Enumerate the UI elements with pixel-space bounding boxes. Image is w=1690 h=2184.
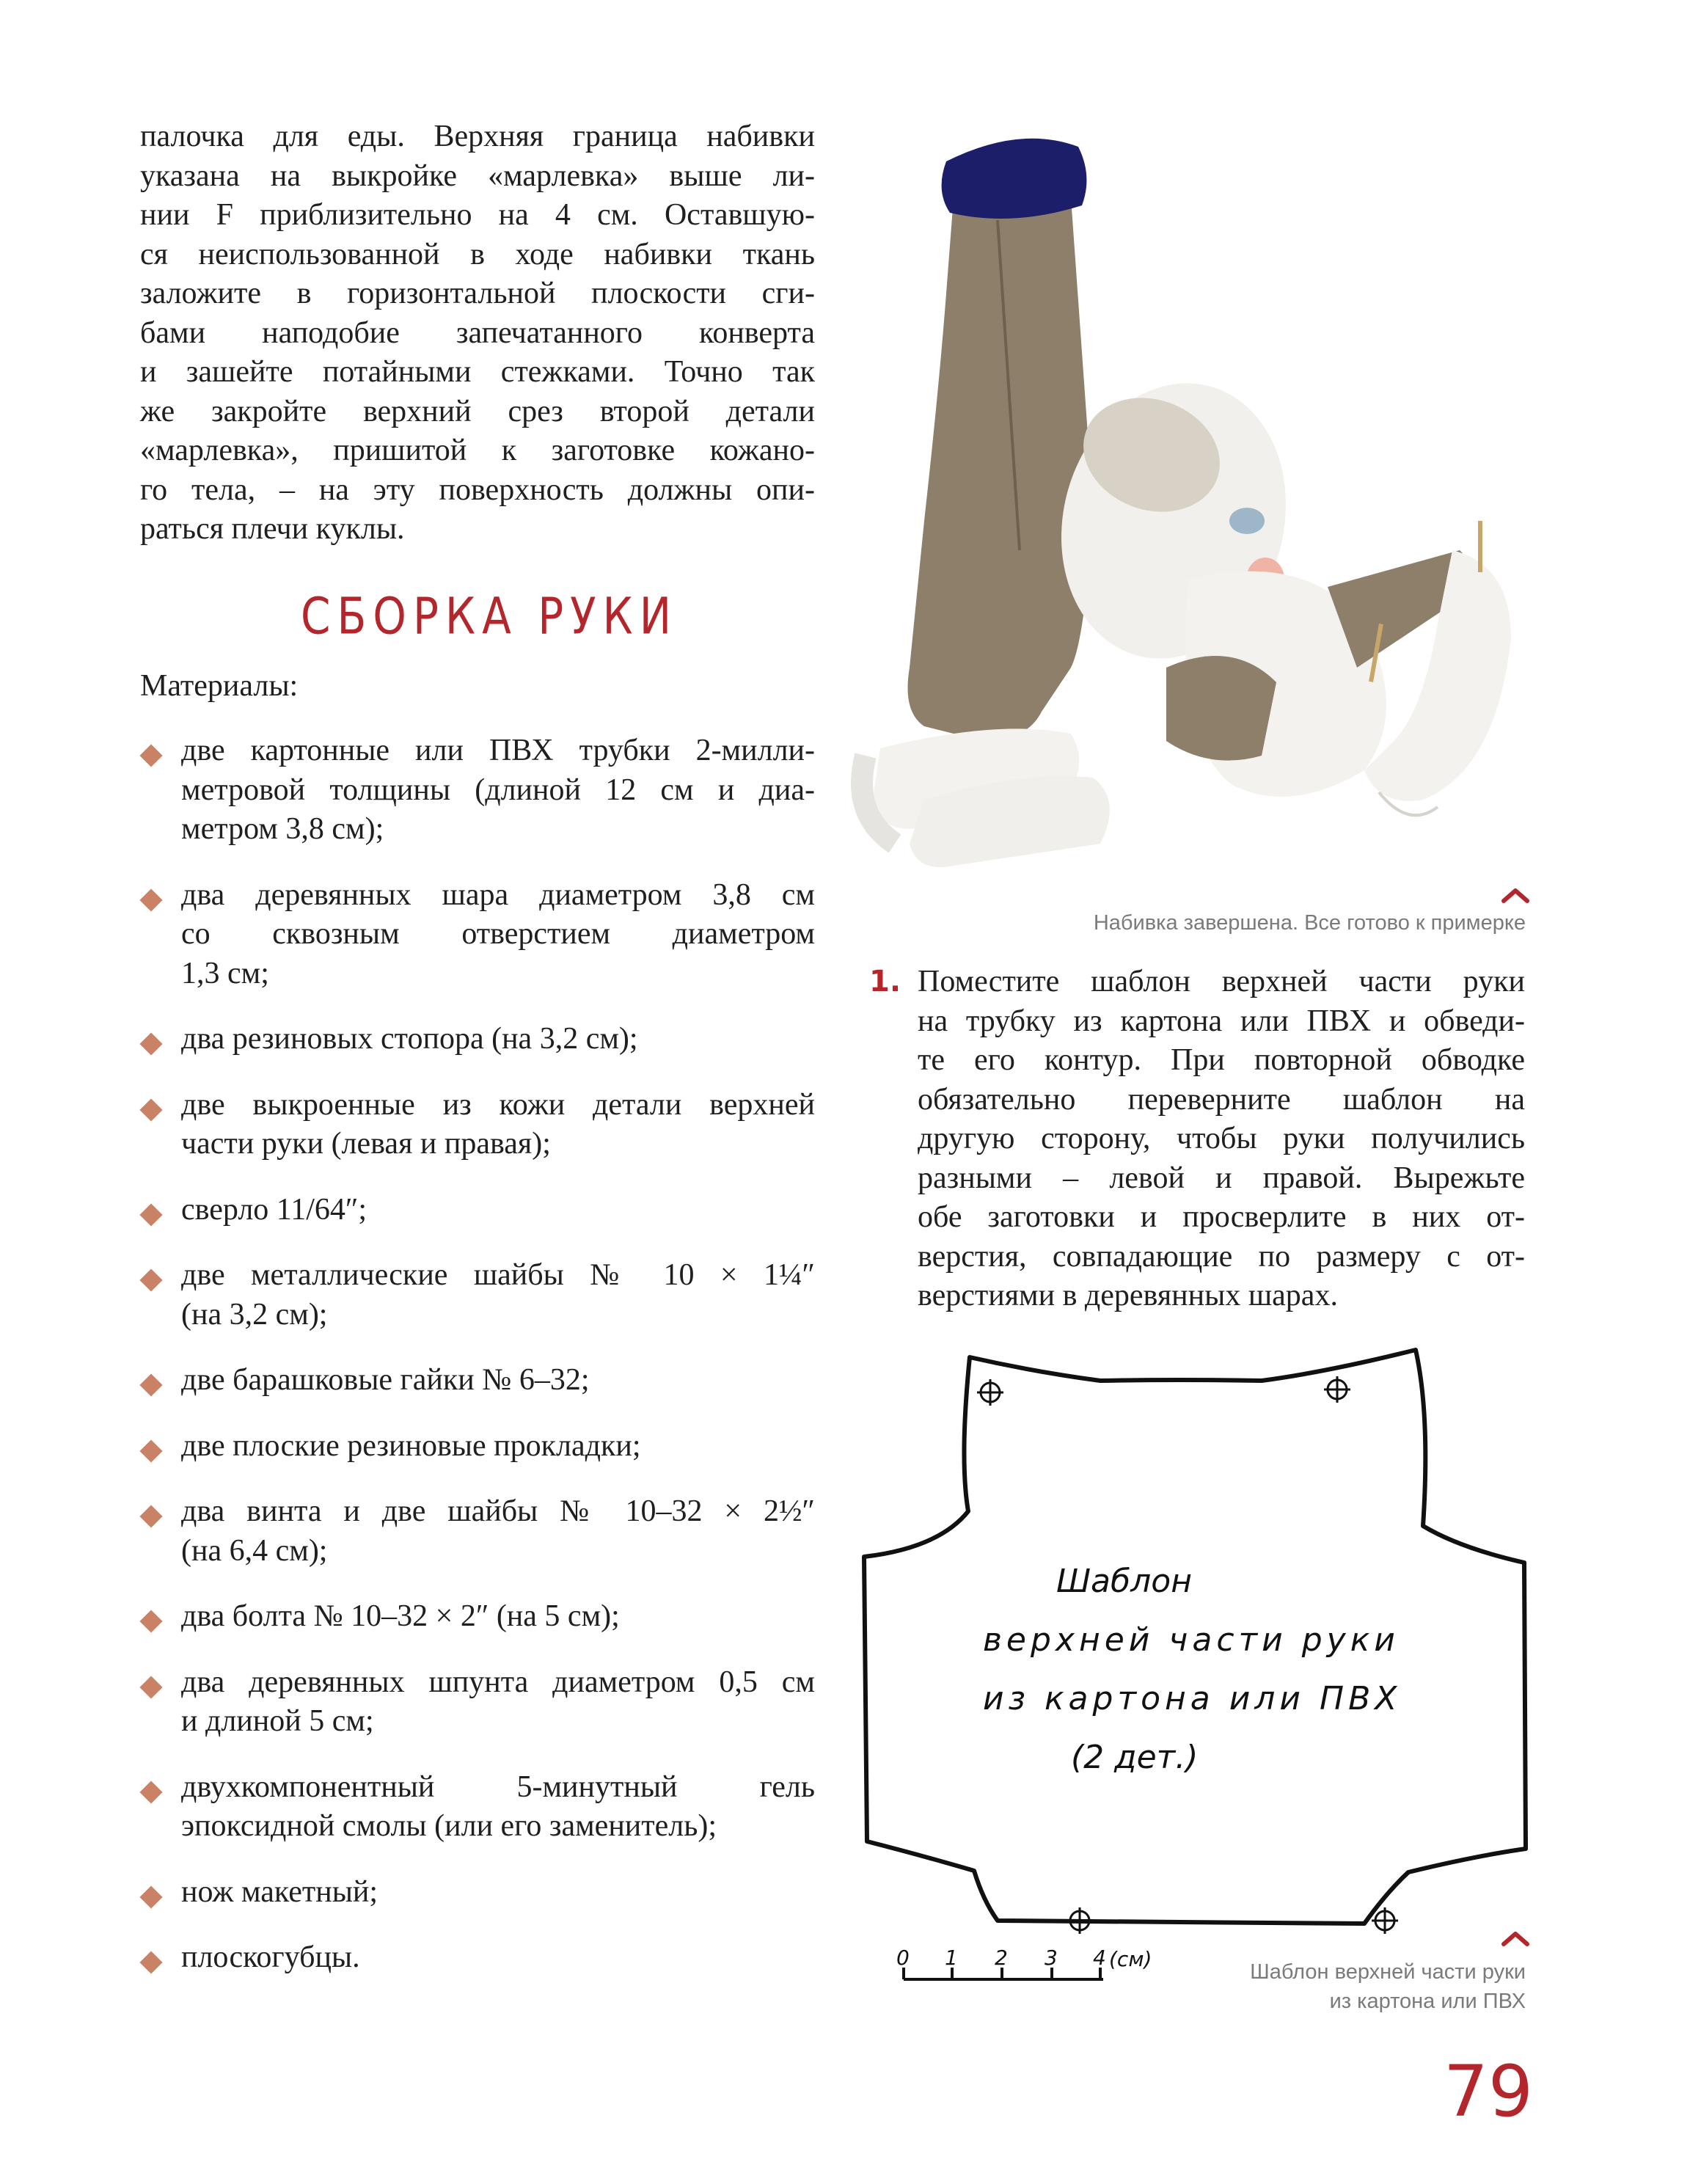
intro-line: раться плечи куклы. [140,512,405,546]
list-item-line: два винта и две шайбы № 10–32 × 2½″ [181,1494,815,1528]
list-item-line: эпоксидной смолы (или его заменитель); [181,1809,717,1843]
list-item-line: со сквозным отверстием диаметром [181,917,815,951]
diamond-bullet-icon [139,744,162,767]
pattern-line-2: верхней части руки [983,1621,1400,1659]
pattern-caption-line: Шаблон верхней части руки [1250,1960,1526,1984]
list-item [140,1492,815,1571]
list-item-line: две металлические шайбы № 10 × 1¼″ [181,1258,815,1292]
scale-tick-3: 3 [1045,1946,1058,1970]
intro-line: же закройте верхний срез второй детали [140,394,815,428]
list-item-line: нож макетный; [181,1874,378,1909]
diamond-bullet-icon [139,1439,162,1462]
scale-tick-1: 1 [945,1946,958,1970]
intro-paragraph [140,117,815,549]
chevron-up-icon [1501,1929,1530,1947]
step-line: верстия, совпадающие по размеру с от- [918,1239,1525,1274]
intro-line: ся неиспользованной в ходе набивки ткань [140,237,815,271]
intro-line: палочка для еды. Верхняя граница набивки [140,120,815,153]
list-item [140,1191,815,1230]
page-number: 79 [1443,2050,1533,2133]
list-item-line: и длиной 5 см; [181,1704,374,1738]
doll-photo [851,110,1540,888]
photo-caption: Набивка завершена. Все готово к примерке [1093,911,1526,935]
intro-line: нии F приблизительно на 4 см. Оставшую- [140,198,815,232]
list-item-line: два деревянных шара диаметром 3,8 см [181,877,815,912]
list-item [140,1361,815,1400]
list-item-line: две выкроенные из кожи детали верхней [181,1087,815,1122]
diamond-bullet-icon [139,1951,162,1973]
intro-line: и зашейте потайными стежками. Точно так [140,355,815,389]
list-item-line: 1,3 см; [181,956,269,990]
intro-line: указана на выкройке «марлевка» выше ли- [140,158,815,193]
list-item [140,1597,815,1637]
list-item [140,1938,815,1978]
step-line: разными – левой и правой. Вырежьте [918,1161,1525,1195]
intro-line: бами наподобие запечатанного конверта [140,315,815,350]
scale-unit: (см) [1109,1947,1152,1971]
list-item-line: два резиновых стопора (на 3,2 см); [181,1022,638,1056]
list-item-line: два деревянных шпунта диаметром 0,5 см [181,1665,815,1699]
list-item [140,876,815,994]
pattern-line-4: (2 дет.) [1071,1739,1199,1776]
diamond-bullet-icon [139,1203,162,1226]
intro-line: «марлевка», пришитой к заготовке кожано- [140,434,815,467]
step-line: те его контур. При повторной обводке [918,1043,1525,1077]
intro-line: заложите в горизонтальной плоскости сги- [140,277,815,310]
diamond-bullet-icon [139,1676,162,1698]
pattern-caption-line: из картона или ПВХ [1329,1990,1526,2013]
materials-list [140,731,815,2004]
pattern-line-1: Шаблон [1056,1563,1192,1600]
list-item-line: две картонные или ПВХ трубки 2-милли- [181,734,815,767]
list-item-line: метром 3,8 см); [181,812,384,846]
intro-line: го тела, – на эту поверхность должны опи- [140,472,815,507]
diamond-bullet-icon [139,1610,162,1632]
diamond-bullet-icon [139,1032,162,1055]
list-item-line: плоскогубцы. [181,1940,360,1974]
list-item-line: части руки (левая и правая); [181,1127,551,1161]
list-item [140,1663,815,1742]
list-item-line: две барашковые гайки № 6–32; [181,1363,590,1397]
diamond-bullet-icon [139,1098,162,1121]
list-item-line: две плоские резиновые прокладки; [181,1428,641,1463]
list-item [140,1427,815,1467]
pattern-line-3: из картона или ПВХ [983,1680,1402,1717]
scale-tick-2: 2 [995,1946,1008,1970]
list-item-line: (на 6,4 см); [181,1533,328,1568]
step-number: 1. [869,965,901,998]
arm-pattern-drawing [851,1328,1540,2010]
list-item [140,1020,815,1059]
list-item [140,1086,815,1164]
list-item [140,1256,815,1334]
step-line: обязательно переверните шаблон на [918,1082,1525,1117]
list-item-line: метровой толщины (длиной 12 см и диа- [181,773,815,807]
step-line: на трубку из картона или ПВХ и обведи- [918,1004,1525,1038]
section-heading: СБОРКА РУКИ [301,587,678,646]
step-line: обе заготовки и просверлите в них от- [918,1200,1525,1234]
list-item-line: двухкомпонентный 5-минутный гель [181,1770,815,1804]
diamond-bullet-icon [139,888,162,911]
step-line: Поместите шаблон верхней части руки [918,965,1525,998]
diamond-bullet-icon [139,1505,162,1527]
diamond-bullet-icon [139,1268,162,1291]
materials-title: Материалы: [140,669,299,703]
diamond-bullet-icon [139,1373,162,1396]
list-item-line: сверло 11/64″; [181,1192,367,1227]
pattern-caption [1174,1957,1526,2016]
step-text [918,963,1525,1316]
list-item-line: (на 3,2 см); [181,1297,328,1332]
diamond-bullet-icon [139,1885,162,1908]
diamond-bullet-icon [139,1781,162,1803]
step-line: верстиями в деревянных шарах. [918,1279,1338,1312]
list-item [140,1768,815,1847]
list-item [140,731,815,850]
step-line: другую сторону, чтобы руки получились [918,1122,1525,1155]
scale-tick-4: 4 [1093,1946,1106,1970]
scale-tick-0: 0 [896,1946,910,1970]
chevron-up-icon [1501,886,1530,904]
list-item-line: два болта № 10–32 × 2″ (на 5 см); [181,1599,620,1633]
list-item [140,1873,815,1913]
